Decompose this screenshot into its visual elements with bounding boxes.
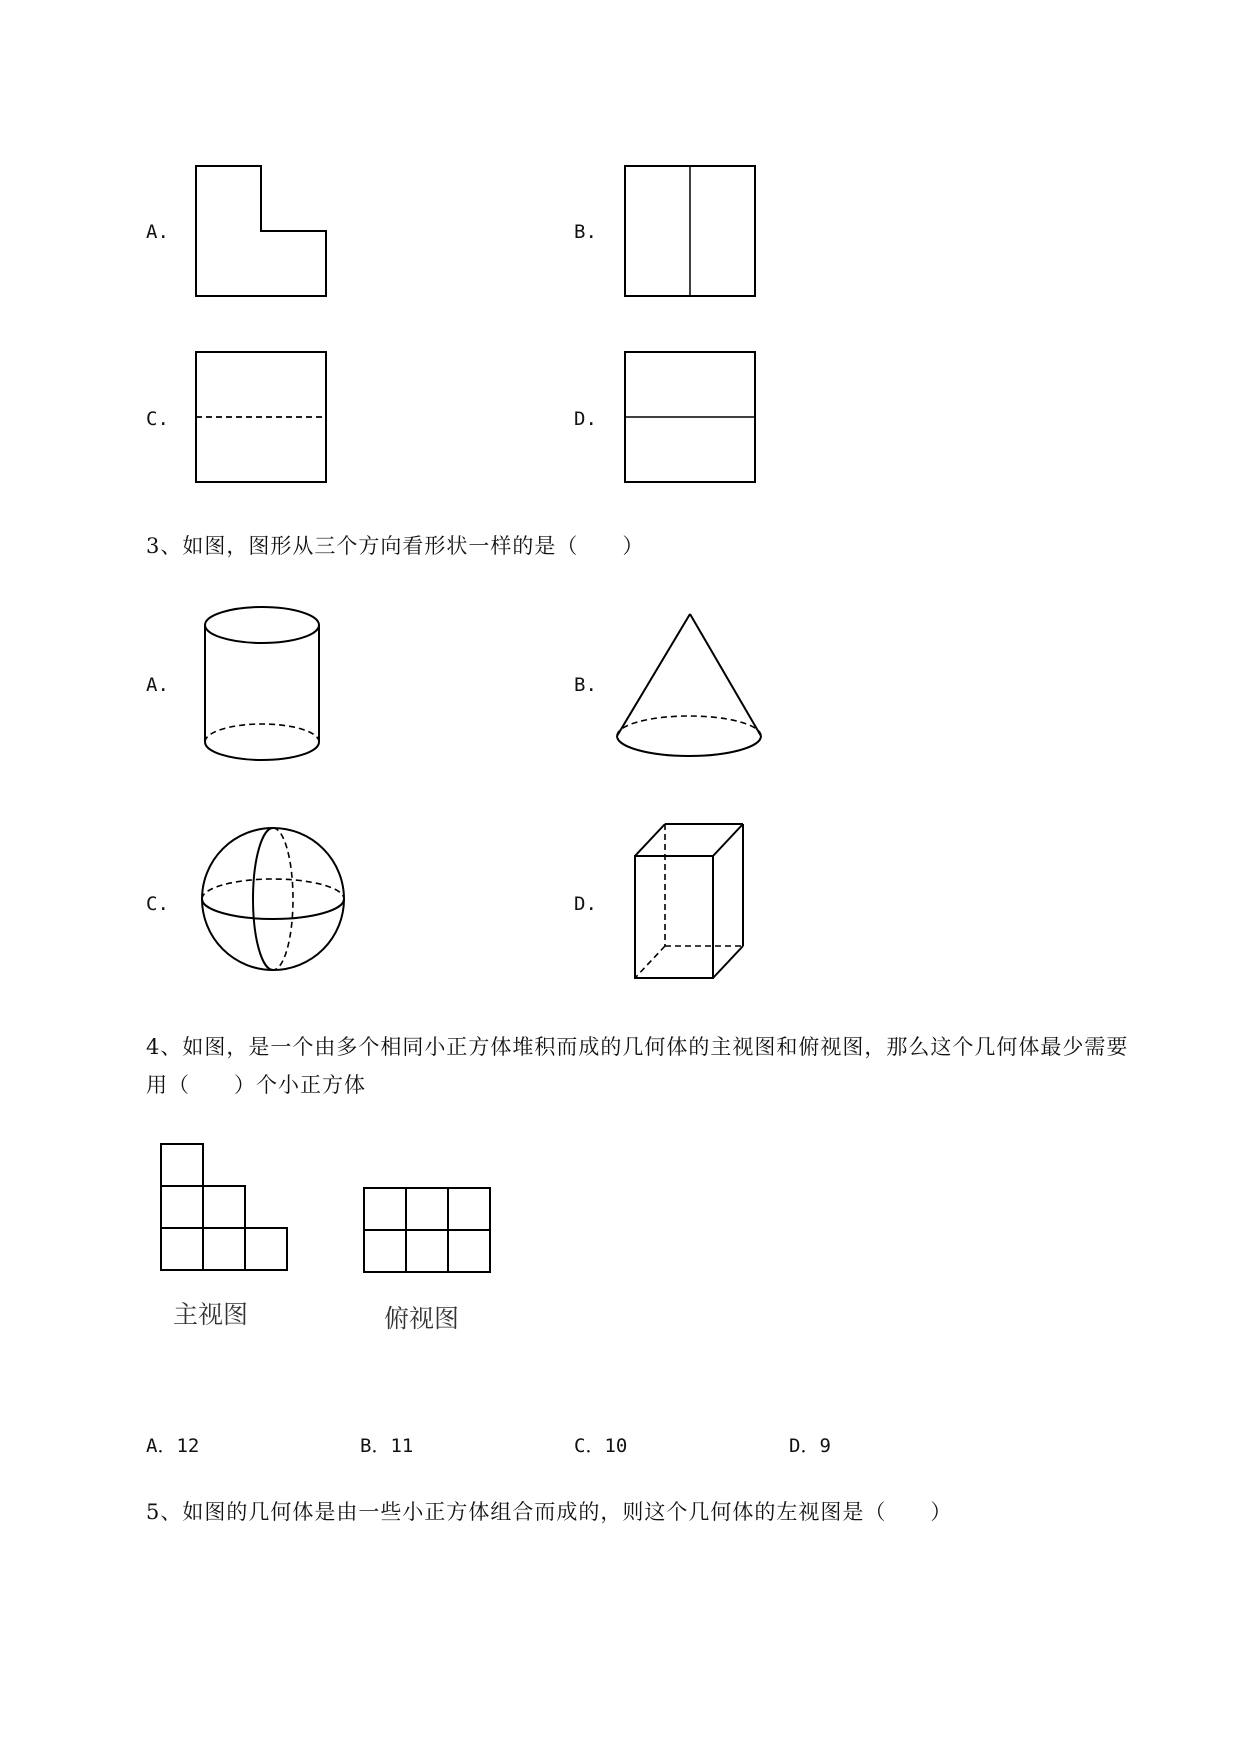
q2-option-b-figure [624, 165, 760, 300]
q5-text: 5、如图的几何体是由一些小正方体组合而成的，则这个几何体的左视图是（ ） [146, 1500, 953, 1524]
q4-answer-d: D．9 [789, 1435, 831, 1457]
q4-answer-b: B．11 [360, 1435, 414, 1457]
q2-option-a-figure [195, 165, 331, 300]
q4-answer-a: A．12 [146, 1435, 200, 1457]
q3-option-a-label: A. [146, 674, 169, 696]
q4-answer-c: C．10 [574, 1435, 628, 1457]
q3-sphere-figure [200, 826, 348, 974]
q4-text-line1: 4、如图，是一个由多个相同小正方体堆积而成的几何体的主视图和俯视图，那么这个几何体最少需要 [146, 1035, 1129, 1059]
q4-top-view-figure [363, 1187, 493, 1275]
q2-option-b-label: B. [574, 221, 597, 243]
q3-text: 3、如图，图形从三个方向看形状一样的是（ ） [146, 534, 645, 558]
q2-option-d-label: D. [574, 408, 597, 430]
q4-top-view-label: 俯视图 [384, 1304, 460, 1333]
q3-option-d-label: D. [574, 893, 597, 915]
q3-cone-figure [614, 612, 764, 762]
q4-front-view-label: 主视图 [173, 1300, 249, 1329]
q2-option-c-label: C. [146, 408, 169, 430]
q2-option-a-label: A. [146, 221, 169, 243]
q3-option-c-label: C. [146, 893, 169, 915]
q4-text-line2: 用（ ）个小正方体 [146, 1073, 366, 1097]
q3-cylinder-figure [202, 604, 326, 766]
q3-cuboid-figure [633, 822, 745, 982]
q4-front-view-figure [160, 1145, 290, 1275]
q3-option-b-label: B. [574, 674, 597, 696]
q2-option-c-figure [195, 351, 331, 486]
q2-option-d-figure [624, 351, 760, 486]
